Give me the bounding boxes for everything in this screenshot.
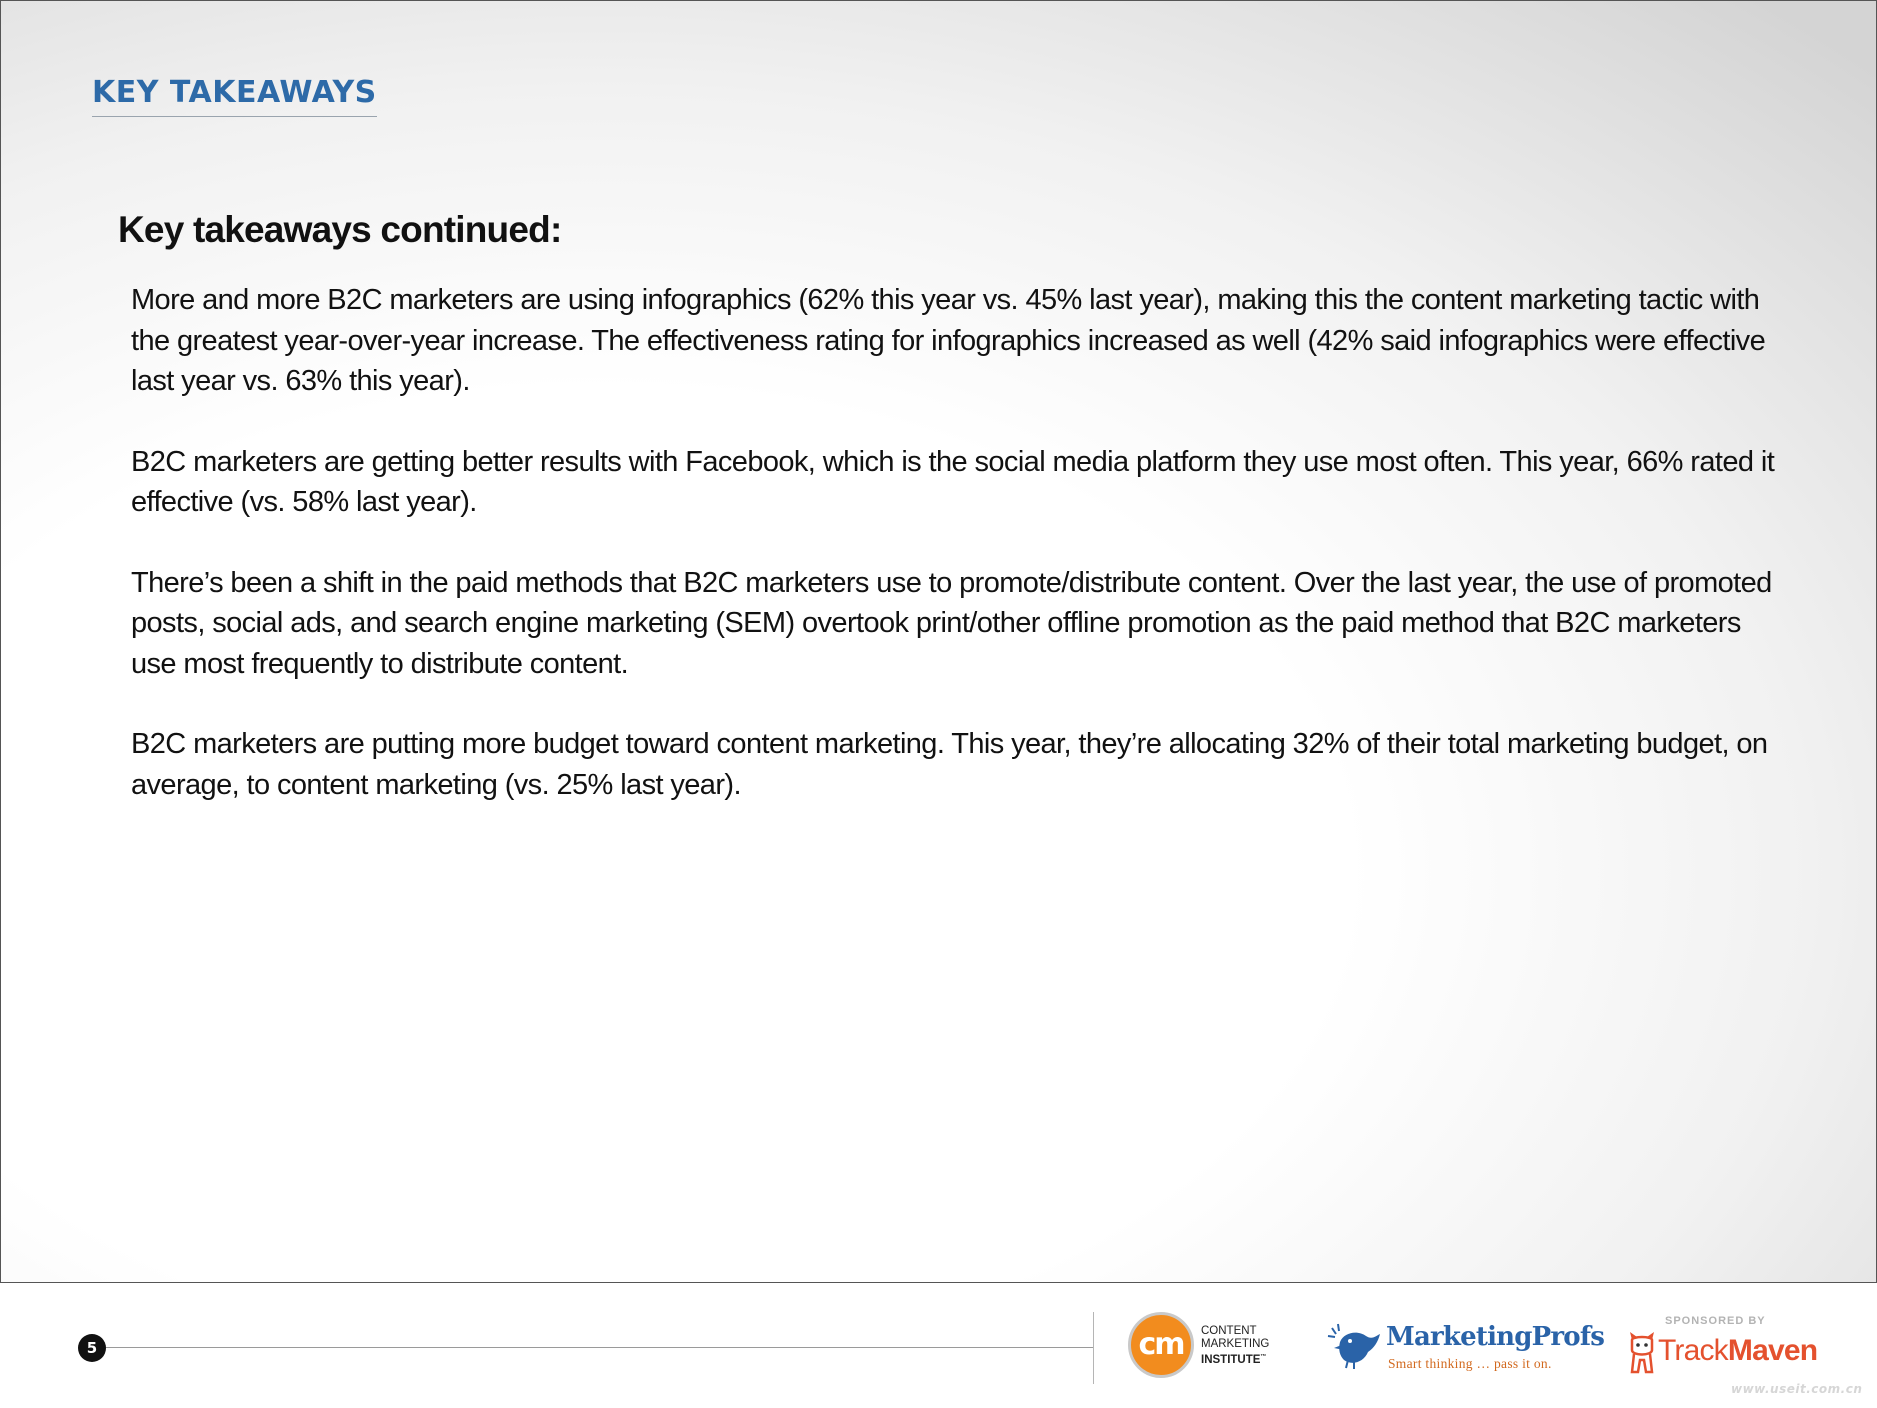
sponsored-by-label: SPONSORED BY [1665,1315,1766,1327]
cmi-logo-line-content: CONTENT [1201,1325,1257,1337]
trackmaven-name: TrackMaven [1658,1334,1818,1367]
cmi-logo [1128,1312,1278,1382]
takeaways-body [131,280,1791,845]
watermark: www.useit.com.cn [1731,1382,1863,1396]
cmi-logo-mark: cm [1128,1312,1194,1378]
takeaway-paragraph-facebook: B2C marketers are getting better results with Facebook, which is the social media platform they use most often. This year, 66% rated it effective (vs. 58% last year). [131,445,1775,518]
takeaway-paragraph-paid-methods: There’s been a shift in the paid methods that B2C marketers use to promote/distribute content. Over the last year, the use of promoted posts, social ads, and search engine marketing (SEM) overtook print/other offline promotion as the paid method that B2C marketers use most frequently to distribute content. [131,566,1772,680]
page-number-badge: 5 [78,1334,106,1362]
cmi-logo-line-marketing: MARKETING [1201,1338,1270,1350]
marketingprofs-name: MarketingProfs [1386,1322,1605,1352]
cmi-logo-text [1201,1325,1269,1367]
footer-divider [1093,1312,1094,1384]
page-title: Key takeaways continued: [118,209,562,250]
section-label: KEY TAKEAWAYS [92,75,377,117]
cmi-logo-line-institute: INSTITUTE™ [1201,1353,1267,1366]
marketingprofs-logo [1326,1320,1605,1380]
sponsor-block [1622,1312,1842,1382]
dog-icon [1626,1330,1658,1376]
bird-icon [1326,1322,1386,1370]
takeaway-paragraph-infographics: More and more B2C marketers are using infographics (62% this year vs. 45% last year), making this the content marketing tactic with the greatest year-over-year increase. The effectiveness rating for infographics increased as well (42% said infographics were effective last year vs. 63% this year). [131,284,1766,397]
marketingprofs-tagline: Smart thinking … pass it on. [1388,1356,1552,1371]
footer-rule [106,1347,1093,1348]
takeaway-paragraph-budget: B2C marketers are putting more budget toward content marketing. This year, they’re allocating 32% of their total marketing budget, on average, to content marketing (vs. 25% last year). [131,728,1768,801]
